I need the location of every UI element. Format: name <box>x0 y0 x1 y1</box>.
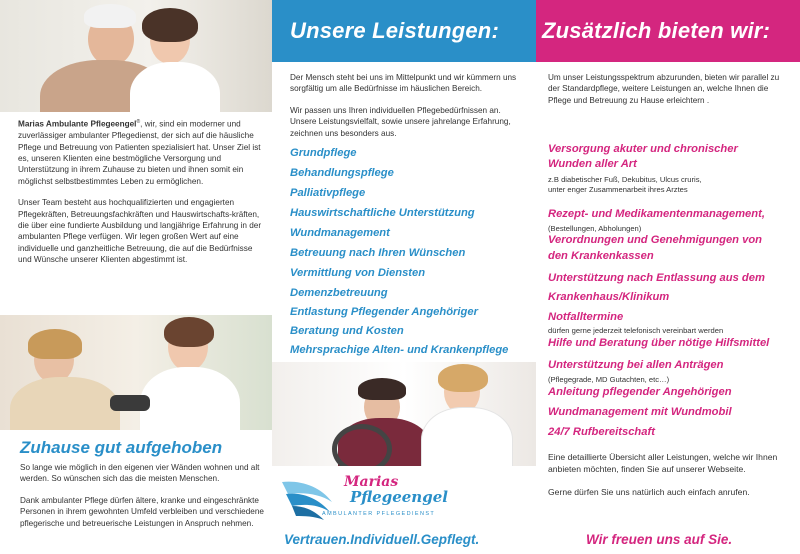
intro-text <box>18 117 264 276</box>
extra-item: Unterstützung nach Entlassung aus dem <box>548 272 765 284</box>
service-item: Demenzbetreuung <box>290 287 388 299</box>
intro-rest: , wir, sind ein moderner und zuverlässiger ambulanter Pflegedienst, der sich auf die häusliche Pflege und Betreuung von Patienten spezialisiert hat. Unser Ziel ist es, unseren Klienten eine bestmögliche Versorgung und Unterstützung in ihrem Zuhause zu bieten und ihnen somit ein möglichst selbstbestimmtes Leben zu ermöglichen. <box>18 119 261 186</box>
left-column <box>0 0 272 554</box>
service-item: Wundmanagement <box>290 227 390 239</box>
extra-note: (Pflegegrade, MD Gutachten, etc…) <box>548 375 670 384</box>
extra-note: dürfen gerne jederzeit telefonisch vereinbart werden <box>548 326 724 335</box>
photo-older-man-caregiver <box>0 0 272 112</box>
service-item: Hauswirtschaftliche Unterstützung <box>290 207 475 219</box>
extra-note: unter enger Zusammenarbeit ihres Arztes <box>548 185 688 194</box>
extra-item: Verordnungen und Genehmigungen von <box>548 234 763 246</box>
extra-item: Rezept- und Medikamentenmanagement, <box>548 208 765 220</box>
logo-subtitle: AMBULANTER PFLEGEDIENST <box>322 511 436 517</box>
services-header-title: Unsere Leistungen: <box>290 18 499 43</box>
photo-blood-pressure <box>0 315 272 430</box>
logo-pflegeengel: Pflegeengel <box>350 488 448 506</box>
extra-item: Versorgung akuter und chronischer <box>548 143 738 155</box>
home-paragraph-1: So lange wie möglich in den eigenen vier Wänden wohnen und alt werden. So wünschen sich das die meisten Menschen. <box>20 463 260 484</box>
extra-item: Krankenhaus/Klinikum <box>548 291 670 303</box>
extra-note: z.B diabetischer Fuß, Dekubitus, Ulcus cruris, <box>548 175 702 184</box>
slogan: Vertrauen.Individuell.Gepflegt. <box>284 532 480 547</box>
extras-outro <box>548 451 784 508</box>
extra-item: Notfalltermine <box>548 311 624 323</box>
services-intro <box>290 72 526 149</box>
extra-item: Anleitung pflegender Angehörigen <box>548 386 732 398</box>
registered-mark: ® <box>136 119 141 125</box>
outro-paragraph-1: Eine detaillierte Übersicht aller Leistungen, welche wir Ihnen anbieten möchten, finden Sie auf unserer Webseite. <box>548 452 778 475</box>
service-item: Behandlungspflege <box>290 167 394 179</box>
extra-item: 24/7 Rufbereitschaft <box>548 426 655 438</box>
extra-item: Wunden aller Art <box>548 158 637 170</box>
service-item: Mehrsprachige Alten- und Krankenpflege <box>290 344 509 356</box>
outro-paragraph-2: Gerne dürfen Sie uns natürlich auch einfach anrufen. <box>548 486 750 497</box>
service-item: Vermittlung von Diensten <box>290 267 426 279</box>
extras-intro: Um unser Leistungsspektrum abzurunden, bieten wir parallel zu der Standardpflege, weitere Leistungen an, welche Ihnen die Pflege und Betreuung zu Hause erleichtern . <box>548 73 780 105</box>
logo-marias: Marias <box>344 474 399 490</box>
extras-header <box>536 0 800 62</box>
service-item: Beratung und Kosten <box>290 325 404 337</box>
extras-header-title: Zusätzlich bieten wir: <box>542 18 771 43</box>
extra-item: den Krankenkassen <box>548 250 654 262</box>
home-paragraph-2: Dank ambulanter Pflege dürfen ältere, kranke und eingeschränkte Personen in ihrem gewohnten Umfeld verbleiben und verschiedene pflegerische und betreuerische Leistungen in Anspruch nehmen. <box>20 495 264 528</box>
service-item: Betreuung nach Ihren Wünschen <box>290 247 466 259</box>
middle-column <box>272 0 536 554</box>
home-text <box>20 462 264 539</box>
extra-item: Wundmanagement mit Wundmobil <box>548 406 732 418</box>
service-item: Entlastung Pflegender Angehöriger <box>290 306 478 318</box>
services-header <box>272 0 536 62</box>
team-text: Unser Team besteht aus hochqualifizierten und engagierten Pflegekräften, Betreuungsfachkräften und Hauswirtschafts-kräften, die über eine fundierte Ausbildung und langjährige Erfahrung in der ambulanten Pflege verfügen. Wir legen großen Wert auf eine individuelle und ganzheitliche Betreuung, die auf die Bedürfnisse und Wünsche unserer Klienten abgestimmt ist. <box>18 198 262 265</box>
closing-line: Wir freuen uns auf Sie. <box>586 532 733 547</box>
extra-note: (Bestellungen, Abholungen) <box>548 224 642 233</box>
extra-item: Unterstützung bei allen Anträgen <box>548 359 724 371</box>
company-logo <box>280 468 530 528</box>
company-name: Marias Ambulante Pflegeengel <box>18 119 137 129</box>
extra-item: Hilfe und Beratung über nötige Hilfsmittel <box>548 337 770 349</box>
right-column <box>536 0 800 554</box>
service-item: Palliativpflege <box>290 187 366 199</box>
services-intro-2: Wir passen uns Ihren individuellen Pflegebedürfnissen an. Unsere Leistungsvielfalt, sowie unsere jahrelange Erfahrung, zeichnen uns besonders aus. <box>290 105 511 138</box>
photo-wheelchair-caregiver <box>272 362 536 466</box>
service-item: Grundpflege <box>290 147 357 159</box>
services-intro-1: Der Mensch steht bei uns im Mittelpunkt und wir kümmern uns sorgfältig um alle Bedürfnisse im häuslichen Bereich. <box>290 73 517 94</box>
section-title-home: Zuhause gut aufgehoben <box>20 438 223 457</box>
